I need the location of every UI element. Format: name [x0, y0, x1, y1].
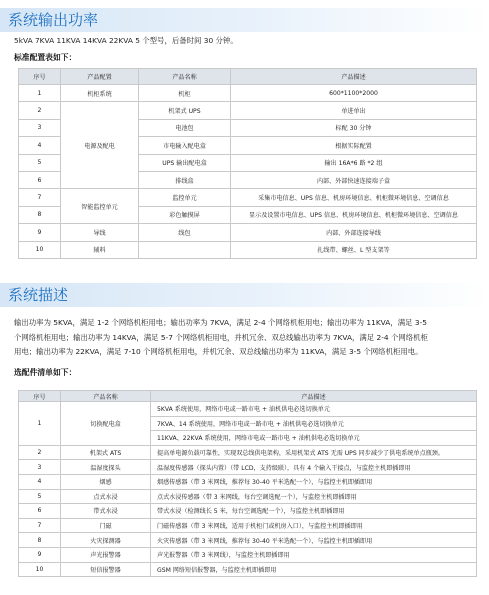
row-number: 3	[19, 460, 61, 475]
name-cell: 电池包	[139, 119, 231, 136]
models-intro: 5kVA 7KVA 11KVA 14KVA 22KVA 5 个型号，后备时间 30 分钟。	[14, 36, 238, 45]
desc-cell: 火灾传感器（带 3 米网线，推荐每 30-40 平米选配一个），与监控主机即插即用	[151, 533, 477, 548]
table-row	[19, 460, 477, 475]
name-cell: 火灾探测器	[61, 533, 151, 548]
paragraph-line: 输出功率为 5KVA，满足 1-2 个网络机柜用电；输出功率为 7KVA，满足 2-4 个网络机柜用电；输出功率为 11KVA，满足 3-5	[14, 318, 427, 327]
row-number: 4	[19, 137, 61, 154]
table-row	[19, 504, 477, 519]
row-number: 10	[19, 241, 61, 258]
row-number: 10	[19, 562, 61, 577]
table-row	[19, 224, 477, 241]
desc-cell: 声光报警器（带 3 米网线），与监控主机即插即用	[151, 547, 477, 562]
name-cell: 门磁	[61, 518, 151, 533]
table-row	[19, 518, 477, 533]
table-row	[19, 445, 477, 460]
desc-cell: 输出 16A*6 路 *2 组	[231, 154, 477, 171]
section-banner-description	[0, 283, 489, 307]
standard-config-table	[18, 68, 477, 259]
name-cell: 市电输入配电盒	[139, 137, 231, 154]
desc-cell: 提高单电源负载可靠性，实现双总线供电架构，采用机架式 ATS 无需 UPS 同步减少了供电系统单点瓶颈。	[151, 445, 477, 460]
table-header	[19, 391, 477, 402]
name-cell	[139, 241, 231, 258]
desc-cell: 显示及设置市电信息、UPS 信息、机房环境信息、机柜微环境信息、空调信息	[231, 206, 477, 223]
row-number: 1	[19, 85, 61, 102]
name-cell: 点式水浸	[61, 489, 151, 504]
name-cell: 机架式 UPS	[139, 102, 231, 119]
header-cell: 序号	[19, 69, 61, 85]
desc-cell: 标配 30 分钟	[231, 119, 477, 136]
desc-cell: 内部、外部连接导线	[231, 224, 477, 241]
name-cell: 声光报警器	[61, 547, 151, 562]
desc-cell: 带式水浸（检测线长 5 米，每台空调选配一个），与监控主机即插即用	[151, 504, 477, 519]
name-cell: 切换配电盒	[61, 402, 151, 446]
optional-parts-title: 选配件清单如下：	[14, 368, 77, 377]
table-row	[19, 102, 477, 119]
desc-cell: 7KVA、14 系统使用，网络市电或一路市电 + 油机供电必选切换单元	[151, 416, 477, 431]
table-row	[19, 474, 477, 489]
section-title: 系统描述	[8, 286, 69, 304]
row-number: 4	[19, 474, 61, 489]
table-row	[19, 533, 477, 548]
row-number: 6	[19, 171, 61, 188]
row-number: 9	[19, 224, 61, 241]
section-banner-output	[0, 8, 489, 32]
desc-cell: 单进单出	[231, 102, 477, 119]
section-title: 系统输出功率	[8, 11, 99, 29]
row-number: 5	[19, 489, 61, 504]
row-number: 3	[19, 119, 61, 136]
desc-cell: 5KVA 系统使用，网络市电或一路市电 + 油机供电必选切换单元	[151, 402, 477, 417]
name-cell: 排线盒	[139, 171, 231, 188]
row-number: 2	[19, 445, 61, 460]
name-cell: 烟感	[61, 474, 151, 489]
row-number: 2	[19, 102, 61, 119]
row-number: 1	[19, 402, 61, 446]
row-number: 8	[19, 533, 61, 548]
optional-parts-table	[18, 390, 477, 577]
config-cell: 机柜系统	[61, 85, 139, 102]
row-number: 9	[19, 547, 61, 562]
table-row	[19, 489, 477, 504]
name-cell: 机柜	[139, 85, 231, 102]
header-cell: 序号	[19, 391, 61, 402]
table-row	[19, 562, 477, 577]
desc-cell: 扎线带、螺丝、L 型支架等	[231, 241, 477, 258]
config-cell: 电源及配电	[61, 102, 139, 189]
desc-cell: 11KVA、22KVA 系统使用，网络市电或一路市电 + 油机供电必选切换单元	[151, 431, 477, 446]
header-cell: 产品名称	[61, 391, 151, 402]
config-cell: 辅料	[61, 241, 139, 258]
table-row	[19, 241, 477, 258]
name-cell: 彩色触摸屏	[139, 206, 231, 223]
row-number: 6	[19, 504, 61, 519]
desc-cell: 内部、外部快速连接端子盒	[231, 171, 477, 188]
desc-cell: 点式水浸传感器（带 3 米网线，每台空调选配一个），与监控主机即插即用	[151, 489, 477, 504]
table-row	[19, 189, 477, 206]
desc-cell: 温湿度传感器（探头内置）（带 LCD，支持级联），具有 4 个输入干接点，与监控主机即插即用	[151, 460, 477, 475]
table-row	[19, 402, 477, 417]
header-cell: 产品配置	[61, 69, 139, 85]
desc-cell: GSM 网络短信报警器，与监控主机即插即用	[151, 562, 477, 577]
name-cell: 带式水浸	[61, 504, 151, 519]
description-paragraph	[14, 316, 479, 360]
name-cell: 短信报警器	[61, 562, 151, 577]
table-header	[19, 69, 477, 85]
paragraph-line: 个网络机柜用电；输出功率为 14KVA，满足 5-7 个网络机柜用电，并机冗余、双总线输出功率为 7KVA，满足 2-4 个网络机柜	[14, 332, 428, 342]
standard-config-title: 标准配置表如下：	[14, 53, 77, 62]
name-cell: 监控单元	[139, 189, 231, 206]
name-cell: 机架式 ATS	[61, 445, 151, 460]
row-number: 8	[19, 206, 61, 223]
desc-cell: 600*1100*2000	[231, 85, 477, 102]
desc-cell: 门磁传感器（带 3 米网线，适用于机柜门或机房入口），与监控主机即插即用	[151, 518, 477, 533]
name-cell: 温湿度探头	[61, 460, 151, 475]
header-cell: 产品描述	[231, 69, 477, 85]
row-number: 5	[19, 154, 61, 171]
desc-cell: 根据实际配置	[231, 137, 477, 154]
table-row	[19, 85, 477, 102]
paragraph-line: 用电；输出功率为 22KVA，满足 7-10 个网络机柜用电，并机冗余、双总线输出功率为 11KVA，满足 3-5 个网络机柜用电。	[14, 347, 423, 356]
name-cell: 线包	[139, 224, 231, 241]
row-number: 7	[19, 189, 61, 206]
header-cell: 产品描述	[151, 391, 477, 402]
row-number: 7	[19, 518, 61, 533]
desc-cell: 烟感传感器（带 3 米网线，推荐每 30-40 平米选配一个），与监控主机即插即用	[151, 474, 477, 489]
config-cell: 智能监控单元	[61, 189, 139, 224]
table-row	[19, 547, 477, 562]
desc-cell: 采集市电信息、UPS 信息、机房环境信息、机柜微环境信息、空调信息	[231, 189, 477, 206]
config-cell: 导线	[61, 224, 139, 241]
name-cell: UPS 输出配电盒	[139, 154, 231, 171]
header-cell: 产品名称	[139, 69, 231, 85]
